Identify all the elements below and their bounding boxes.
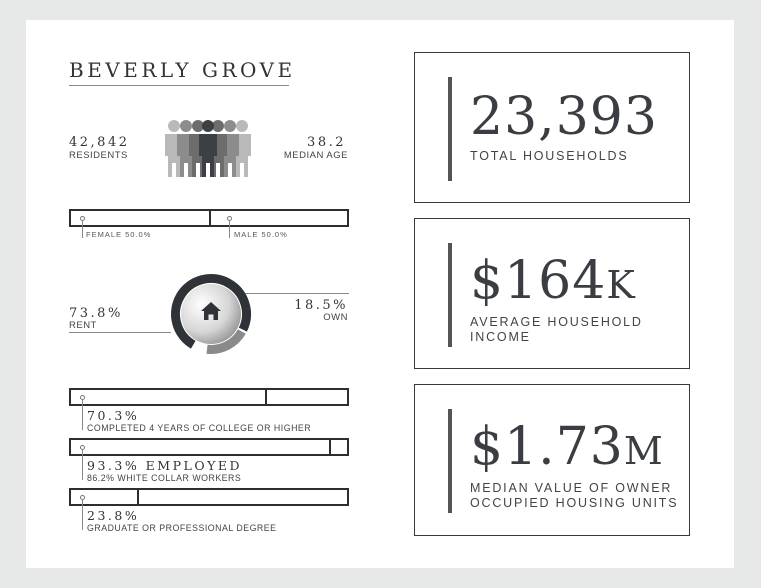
graduate-bar [69,488,349,506]
stat-accent-bar [448,77,452,181]
gender-bar-female-fill [71,211,211,225]
own-label: OWN [323,312,348,323]
male-label: MALE 50.0% [234,230,288,239]
households-label: TOTAL HOUSEHOLDS [470,149,629,163]
graduate-pin-line [82,500,83,530]
employment-bar [69,438,349,456]
graduate-label: GRADUATE OR PROFESSIONAL DEGREE [87,523,277,533]
neighborhood-title: BEVERLY GROVE [69,58,296,82]
female-label: FEMALE 50.0% [86,230,152,239]
median-age-label: MEDIAN AGE [283,150,348,161]
female-pin-line [82,221,83,238]
rent-label: RENT [69,320,97,331]
households-value: 23,393 [470,87,658,147]
graduate-value: 23.8% [87,508,140,523]
education-value: 70.3% [87,408,140,423]
stat-accent-bar [448,409,452,513]
gender-bar [69,209,349,227]
own-leader-line [244,293,349,294]
housing-donut-chart [168,271,254,357]
income-label: AVERAGE HOUSEHOLD INCOME [470,315,643,344]
median-age-value: 38.2 [307,135,346,150]
education-bar-fill [71,390,267,404]
own-value: 18.5% [294,298,348,313]
people-group-icon [160,118,256,178]
home-value-label: MEDIAN VALUE OF OWNER OCCUPIED HOUSING UNITS [470,481,679,510]
stat-box-home-value [414,384,690,536]
stat-box-households [414,52,690,203]
infographic-card [26,20,734,568]
stat-box-income [414,218,690,369]
stat-accent-bar [448,243,452,347]
residents-label: RESIDENTS [69,150,128,161]
rent-value: 73.8% [69,306,123,321]
home-value-value: $1.73M [470,417,664,477]
employment-label: 86.2% WHITE COLLAR WORKERS [87,473,242,483]
employment-pin-line [82,450,83,480]
employment-bar-fill [71,440,331,454]
education-pin-line [82,400,83,430]
rent-leader-line [69,332,171,333]
residents-value: 42,842 [69,135,130,150]
title-underline [69,85,289,86]
male-pin-line [229,221,230,238]
employment-value: 93.3% EMPLOYED [87,458,242,473]
income-value: $164K [470,251,636,311]
education-label: COMPLETED 4 YEARS OF COLLEGE OR HIGHER [87,423,312,433]
education-bar [69,388,349,406]
